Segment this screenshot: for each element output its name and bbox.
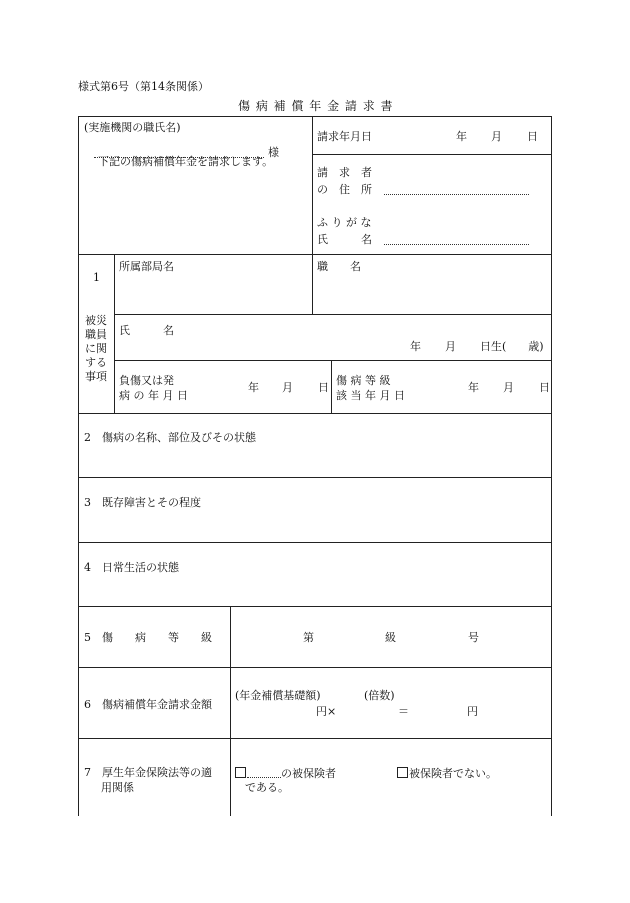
equals-label: ＝ [398, 705, 409, 718]
section7-label-line2: 用関係 [101, 781, 134, 794]
injury-grade-divider [331, 360, 332, 413]
birth-month-label: 月 [445, 340, 456, 353]
injury-date-label-1: 負傷又は発 [119, 374, 174, 387]
base-amount-label: (年金補償基礎額) [235, 689, 321, 702]
section1-label-line: 事項 [85, 370, 107, 383]
insurance-law-field[interactable] [247, 768, 281, 778]
claimant-address-field[interactable] [384, 194, 529, 195]
claimant-name-label: 氏 名 [317, 233, 372, 246]
section1-number: 1 [93, 271, 100, 284]
section2-label: 2 傷病の名称、部位及びその状態 [84, 431, 256, 444]
position-label: 職 名 [317, 260, 361, 273]
section7-top [78, 738, 551, 739]
institution-label: (実施機関の職氏名) [84, 121, 181, 134]
border-top [78, 116, 551, 117]
birth-day-age-label: 日生( 歳) [480, 340, 544, 353]
section4-top [78, 542, 551, 543]
section5-label: 5 傷 病 等 級 [84, 631, 212, 644]
grade-date-label-1: 傷 病 等 級 [336, 374, 391, 387]
claimant-name-field[interactable] [384, 244, 529, 245]
border-right [551, 116, 552, 816]
section1-label-line: 被災 [85, 314, 107, 327]
furigana-label: ふ り が な [317, 216, 372, 229]
injury-year-label: 年 [248, 381, 259, 394]
grade-kyu-label: 級 [385, 631, 396, 644]
section1-label-line: 職員 [85, 328, 107, 341]
injury-day-label: 日 [318, 381, 329, 394]
dept-row-bottom [114, 314, 551, 315]
request-month-label: 月 [491, 130, 502, 143]
birth-year-label: 年 [410, 340, 421, 353]
yen-label: 円 [467, 705, 478, 718]
section1-label [81, 314, 111, 384]
not-insured-option[interactable] [397, 767, 497, 779]
dept-position-divider [312, 254, 313, 314]
multiplier-label: (倍数) [364, 689, 395, 702]
section4-label: 4 日常生活の状態 [84, 561, 179, 574]
injury-date-label-2: 病 の 年 月 日 [119, 389, 188, 402]
department-label: 所属部局名 [119, 260, 174, 273]
insured-text: の被保険者 [281, 767, 336, 780]
section1-label-divider [114, 254, 115, 413]
section7-label-line1: 7 厚生年金保険法等の適 [84, 766, 212, 779]
section2-top [78, 413, 551, 414]
grade-day-label: 日 [539, 381, 550, 394]
name-row-bottom [114, 360, 551, 361]
border-left [78, 116, 79, 816]
grade-month-label: 月 [503, 381, 514, 394]
grade-year-label: 年 [468, 381, 479, 394]
grade-date-label-2: 該 当 年 月 日 [336, 389, 405, 402]
not-insured-checkbox[interactable] [397, 767, 408, 778]
grade-dai-label: 第 [303, 631, 314, 644]
form-number: 様式第6号（第14条関係） [78, 80, 209, 93]
header-row-divider [312, 154, 551, 155]
insured-option[interactable] [235, 767, 336, 779]
not-insured-text: 被保険者でない。 [409, 767, 497, 780]
section1-top [78, 254, 551, 255]
section3-top [78, 477, 551, 478]
section1-label-line: する [85, 356, 107, 369]
claimant-label-1: 請 求 者 [317, 166, 372, 179]
form-table [78, 116, 551, 816]
section6-label: 6 傷病補償年金請求金額 [84, 698, 212, 711]
request-text: 下記の傷病補償年金を請求します。 [98, 155, 274, 168]
header-divider [312, 116, 313, 254]
sections-label-divider [230, 606, 231, 816]
injury-month-label: 月 [282, 381, 293, 394]
insured-checkbox[interactable] [235, 767, 246, 778]
request-year-label: 年 [456, 130, 467, 143]
form-title: 傷 病 補 償 年 金 請 求 書 [238, 99, 394, 113]
claimant-label-2: の 住 所 [317, 183, 372, 196]
grade-go-label: 号 [468, 631, 479, 644]
sama-label: 様 [268, 146, 279, 159]
request-date-label: 請求年月日 [317, 130, 372, 143]
section5-top [78, 606, 551, 607]
request-day-label: 日 [527, 130, 538, 143]
victim-name-label: 氏 名 [119, 324, 174, 337]
section1-label-line: に関 [85, 342, 107, 355]
section3-label: 3 既存障害とその程度 [84, 496, 201, 509]
insured-text-2: である。 [245, 781, 289, 794]
yen-times-label: 円× [316, 705, 337, 718]
section6-top [78, 667, 551, 668]
